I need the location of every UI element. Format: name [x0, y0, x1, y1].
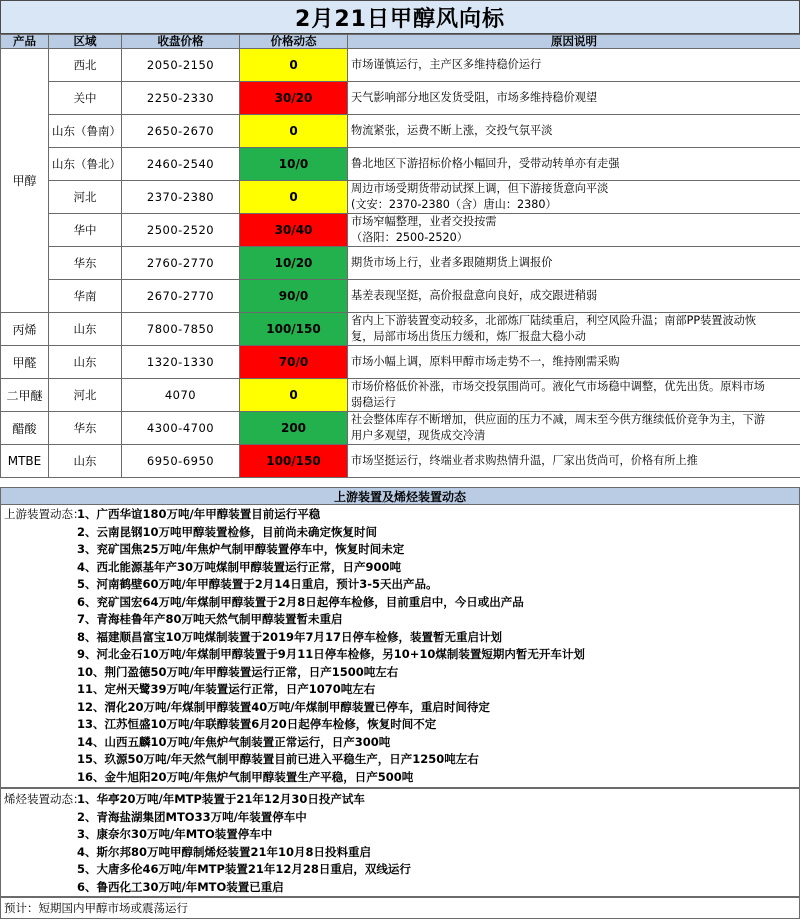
- reason-line: 市场窄幅整理，业者交投按需: [351, 215, 497, 228]
- price-cell: 4070: [122, 379, 240, 412]
- region-cell: 山东: [49, 313, 122, 346]
- status-item: 4、西北能源基年产30万吨煤制甲醇装置运行正常，日产900吨: [77, 559, 402, 574]
- reason-cell: [348, 379, 800, 412]
- reason-line: 期货市场上行，业者多跟随期货上调报价: [351, 256, 553, 269]
- status-line: [1, 844, 371, 861]
- table-row: [1, 313, 800, 346]
- status-item: 2、青海盐湖集团MTO33万吨/年装置停车中: [77, 809, 307, 824]
- status-item: 9、河北金石10万吨/年煤制甲醇装置于9月11日停车检修，另10+10煤制装置短期内暂无开车计划: [77, 647, 585, 661]
- status-item: 1、华亭20万吨/年MTP装置于21年12月30日投产试车: [77, 792, 365, 806]
- table-row: [1, 49, 800, 82]
- reason-cell: [348, 115, 800, 148]
- reason-line: 省内上下游装置变动较多，北部炼厂陆续重启，利空风险升温；南部PP装置波动恢: [351, 314, 757, 327]
- price-move-cell: 30/40: [240, 214, 348, 247]
- reason-cell: [348, 181, 800, 214]
- table-row: [1, 445, 800, 478]
- status-item: 5、河南鹤壁60万吨/年甲醇装置于2月14日重启，预计3-5天出产品。: [77, 577, 438, 591]
- reason-cell: [348, 313, 800, 346]
- reason-line: 市场坚挺运行，终端业者求购热情升温，厂家出货尚可，价格有所上推: [351, 454, 698, 467]
- status-item: 5、大唐多伦46万吨/年MTP装置21年12月28日重启，双线运行: [77, 862, 411, 876]
- status-item: 8、福建顺昌富宝10万吨煤制装置于2019年7月17日停车检修，装置暂无重启计划: [77, 629, 503, 644]
- table-body: [1, 49, 800, 478]
- region-cell: 山东（鲁北）: [49, 148, 122, 181]
- region-cell: 河北: [49, 379, 122, 412]
- region-cell: 山东: [49, 346, 122, 379]
- price-cell: 4300-4700: [122, 412, 240, 445]
- status-line: [1, 716, 436, 733]
- status-item: 3、康奈尔30万吨/年MTO装置停车中: [77, 827, 273, 841]
- table-row: [1, 214, 800, 247]
- header-product: 产品: [1, 35, 49, 49]
- product-cell: 醋酸: [1, 412, 49, 445]
- reason-cell: [348, 82, 800, 115]
- reason-line: 周边市场受期货带动试探上调，但下游接货意向平淡: [351, 182, 609, 195]
- reason-line: 鲁北地区下游招标价格小幅回升，受带动转单亦有走强: [351, 157, 620, 170]
- price-move-cell: 100/150: [240, 445, 348, 478]
- price-move-cell: 0: [240, 115, 348, 148]
- table-row: [1, 346, 800, 379]
- price-move-cell: 0: [240, 181, 348, 214]
- status-item: 14、山西五麟10万吨/年焦炉气制装置正常运行，日产300吨: [77, 734, 391, 749]
- region-cell: 华南: [49, 280, 122, 313]
- status-line: [1, 629, 502, 646]
- status-item: 7、青海桂鲁年产80万吨天然气制甲醇装置暂未重启: [77, 612, 343, 626]
- price-move-cell: 200: [240, 412, 348, 445]
- price-cell: 2050-2150: [122, 49, 240, 82]
- price-move-cell: 90/0: [240, 280, 348, 313]
- price-move-cell: 0: [240, 379, 348, 412]
- status-line: [1, 611, 343, 628]
- price-cell: 2250-2330: [122, 82, 240, 115]
- status-line: [1, 809, 307, 826]
- status-line: [1, 541, 404, 558]
- reason-cell: [348, 412, 800, 445]
- reason-line: 天气影响部分地区发货受阻，市场多维持稳价观望: [351, 91, 598, 104]
- status-line: [1, 576, 437, 593]
- status-item: 15、玖源50万吨/年天然气制甲醇装置目前已进入平稳生产，日产1250吨左右: [77, 752, 479, 766]
- status-line: [1, 699, 490, 716]
- status-line: [1, 826, 272, 843]
- olefin-block: [0, 788, 800, 897]
- upstream-block: [0, 505, 800, 788]
- table-row: [1, 115, 800, 148]
- price-move-cell: 100/150: [240, 313, 348, 346]
- price-cell: 2760-2770: [122, 247, 240, 280]
- price-cell: 2500-2520: [122, 214, 240, 247]
- table-row: [1, 82, 800, 115]
- reason-line: 用户多观望，现货成交冷清: [351, 429, 486, 442]
- reason-line: (文安：2370-2380（含）唐山：2380）: [351, 198, 557, 211]
- status-line: [1, 559, 401, 576]
- header-region: 区域: [49, 35, 122, 49]
- page-title: 2月21日甲醇风向标: [0, 0, 800, 34]
- section-title: 上游装置及烯烃装置动态: [0, 487, 800, 505]
- status-line: [1, 734, 390, 751]
- price-cell: 2460-2540: [122, 148, 240, 181]
- region-cell: 华东: [49, 247, 122, 280]
- region-cell: 山东: [49, 445, 122, 478]
- status-line: [1, 791, 365, 808]
- header-move: 价格动态: [240, 35, 348, 49]
- table-header-row: [1, 35, 800, 49]
- status-item: 11、定州天鹭39万吨/年装置运行正常，日产1070吨左右: [77, 682, 376, 696]
- table-row: [1, 412, 800, 445]
- header-reason: 原因说明: [348, 35, 800, 49]
- status-item: 16、金牛旭阳20万吨/年焦炉气制甲醇装置生产平稳，日产500吨: [77, 769, 414, 784]
- reason-cell: [348, 346, 800, 379]
- reason-cell: [348, 49, 800, 82]
- status-line: [1, 751, 479, 768]
- status-item: 4、斯尔邦80万吨甲醇制烯烃装置21年10月8日投料重启: [77, 844, 372, 859]
- price-cell: 2670-2770: [122, 280, 240, 313]
- product-cell: 甲醛: [1, 346, 49, 379]
- price-cell: 2370-2380: [122, 181, 240, 214]
- product-cell: MTBE: [1, 445, 49, 478]
- reason-cell: [348, 214, 800, 247]
- price-move-cell: 70/0: [240, 346, 348, 379]
- status-line: [1, 681, 375, 698]
- forecast-text: 预计：短期国内甲醇市场或震荡运行: [0, 897, 800, 919]
- line-lead: 烯烃装置动态：: [4, 792, 85, 806]
- price-cell: 7800-7850: [122, 313, 240, 346]
- price-table: [0, 34, 800, 478]
- status-line: [1, 524, 377, 541]
- reason-line: （洛阳：2500-2520）: [351, 231, 468, 244]
- status-line: [1, 646, 585, 663]
- reason-cell: [348, 148, 800, 181]
- reason-line: 物流紧张，运费不断上涨，交投气氛平淡: [351, 124, 553, 137]
- line-lead: 上游装置动态：: [4, 507, 85, 521]
- region-cell: 关中: [49, 82, 122, 115]
- price-move-cell: 0: [240, 49, 348, 82]
- reason-cell: [348, 280, 800, 313]
- status-line: [1, 594, 524, 611]
- price-cell: 1320-1330: [122, 346, 240, 379]
- reason-line: 市场价格低价补涨，市场交投氛围尚可。液化气市场稳中调整，优先出货。原料市场: [351, 380, 765, 393]
- status-line: [1, 879, 284, 896]
- status-item: 12、渭化20万吨/年煤制甲醇装置40万吨/年煤制甲醇装置已停车，重启时间待定: [77, 699, 490, 714]
- reason-line: 弱稳运行: [351, 396, 396, 409]
- status-line: [1, 506, 320, 523]
- reason-line: 基差表现坚挺，高价报盘意向良好，成交跟进稍弱: [351, 289, 598, 302]
- reason-cell: [348, 445, 800, 478]
- reason-line: 复，局部市场出货压力缓和，炼厂报盘大稳小动: [351, 330, 586, 343]
- reason-cell: [348, 247, 800, 280]
- reason-line: 市场小幅上调，原料甲醇市场走势不一，维持刚需采购: [351, 355, 620, 368]
- status-item: 1、广西华谊180万吨/年甲醇装置目前运行平稳: [77, 507, 321, 521]
- price-move-cell: 10/0: [240, 148, 348, 181]
- product-cell: 丙烯: [1, 313, 49, 346]
- status-line: [1, 769, 413, 786]
- status-item: 2、云南昆钢10万吨甲醇装置检修，目前尚未确定恢复时间: [77, 524, 378, 539]
- status-line: [1, 861, 411, 878]
- product-cell: 甲醇: [1, 49, 49, 313]
- status-item: 13、江苏恒盛10万吨/年联醇装置6月20日起停车检修，恢复时间不定: [77, 717, 437, 731]
- price-cell: 6950-6950: [122, 445, 240, 478]
- price-cell: 2650-2670: [122, 115, 240, 148]
- table-row: [1, 379, 800, 412]
- header-price: 收盘价格: [122, 35, 240, 49]
- status-item: 6、兖矿国宏64万吨/年煤制甲醇装置于2月8日起停车检修，目前重启中，今日或出产品: [77, 594, 524, 609]
- status-item: 3、兖矿国焦25万吨/年焦炉气制甲醇装置停车中，恢复时间未定: [77, 542, 405, 556]
- region-cell: 山东（鲁南）: [49, 115, 122, 148]
- table-row: [1, 148, 800, 181]
- table-row: [1, 181, 800, 214]
- table-row: [1, 247, 800, 280]
- region-cell: 华中: [49, 214, 122, 247]
- status-item: 6、鲁西化工30万吨/年MTO装置已重启: [77, 879, 284, 894]
- price-move-cell: 10/20: [240, 247, 348, 280]
- status-item: 10、荆门盈德50万吨/年甲醇装置运行正常，日产1500吨左右: [77, 664, 399, 679]
- product-cell: 二甲醚: [1, 379, 49, 412]
- region-cell: 华东: [49, 412, 122, 445]
- reason-line: 市场谨慎运行，主产区多维持稳价运行: [351, 58, 542, 71]
- status-line: [1, 664, 398, 681]
- price-move-cell: 30/20: [240, 82, 348, 115]
- region-cell: 河北: [49, 181, 122, 214]
- region-cell: 西北: [49, 49, 122, 82]
- table-row: [1, 280, 800, 313]
- reason-line: 社会整体库存不断增加，供应面的压力不减，周末至今供方继续低价竞争为主，下游: [351, 413, 765, 426]
